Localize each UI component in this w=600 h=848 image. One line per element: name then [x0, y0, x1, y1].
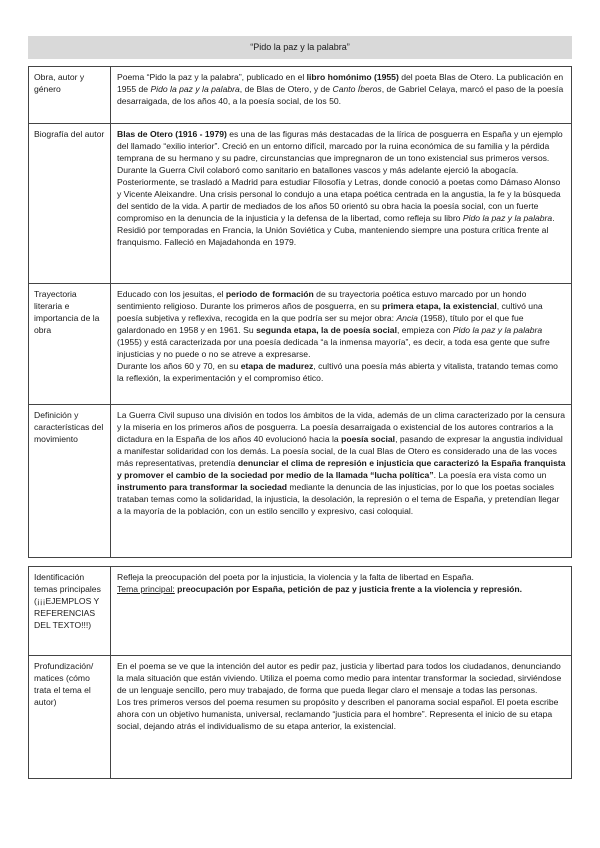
row-content-obra — [111, 67, 572, 124]
table-row — [29, 405, 572, 558]
paragraph: Durante los años 60 y 70, en su etapa de madurez, cultivó una poesía más abierta y vitalista, tratando temas como la reflexión, la experimentación y el compromiso ético. — [117, 361, 558, 383]
row-label-identificacion: Identificación temas principales (¡¡¡EJEMPLOS Y REFERENCIAS DEL TEXTO!!!) — [29, 567, 111, 656]
paragraph: Blas de Otero (1916 - 1979) es una de las figuras más destacadas de la lírica de posguerra en España y un ejemplo del llamado “exilio interior”. Creció en un entorno difícil, marcado por la ruina económica de su familia y la pérdida temprana de su hermano y su padre, circunstancias que impregnaron de un tono existencial sus primeros versos. Durante la Guerra Civil colaboró como sanitario en batallones vascos y más adelante ejerció la abogacía. Posteriormente, se trasladó a Madrid para estudiar Filosofía y Letras, donde conoció a poetas como Dámaso Alonso y Vicente Aleixandre. Una crisis personal lo condujo a una etapa poética centrada en la angustia, la fe y la búsqueda del sentido de la vida. A partir de mediados de los años 50 orientó su obra hacia la poesía social, con un fuerte compromiso en la denuncia de la injusticia y la defensa de la libertad, como refleja su libro Pido la paz y la palabra. Residió por temporadas en Francia, la Unión Soviética y Cuba, manteniendo siempre una postura crítica frente al franquismo. Falleció en Majadahonda en 1979. — [117, 129, 563, 247]
row-content-identificacion — [111, 567, 572, 656]
row-content-profundizacion — [111, 656, 572, 779]
analysis-table-lower — [28, 566, 572, 779]
analysis-table-upper — [28, 66, 572, 558]
row-content-trayectoria — [111, 284, 572, 405]
row-label-definicion: Definición y características del movimiento — [29, 405, 111, 558]
paragraph: Refleja la preocupación del poeta por la injusticia, la violencia y la falta de libertad en España. — [117, 572, 474, 582]
row-label-obra: Obra, autor y género — [29, 67, 111, 124]
paragraph: En el poema se ve que la intención del autor es pedir paz, justicia y libertad para todos los ciudadanos, denunciando la mala situación que están viviendo. Utiliza el poema como medio para intentar transformar la sociedad, sirviéndose de un lenguaje sencillo, pero muy trabajado, de forma que pueda llegar claro el mensaje a todas las personas. — [117, 661, 562, 695]
table-row — [29, 656, 572, 779]
document-title: “Pido la paz y la palabra” — [28, 36, 572, 59]
row-label-profundizacion: Profundización/ matices (cómo trata el tema el autor) — [29, 656, 111, 779]
row-label-biografia: Biografía del autor — [29, 124, 111, 284]
row-label-trayectoria: Trayectoria literaria e importancia de la obra — [29, 284, 111, 405]
table-row — [29, 284, 572, 405]
paragraph: Poema “Pido la paz y la palabra”, publicado en el libro homónimo (1955) del poeta Blas de Otero. La publicación en 1955 de Pido la paz y la palabra, de Blas de Otero, y de Canto Íberos, de Gabriel Celaya, marcó el paso de la poesía desarraigada, de los años 40, a la poesía social, de los 50. — [117, 72, 564, 106]
table-row — [29, 124, 572, 284]
paragraph: Los tres primeros versos del poema resumen su propósito y describen el panorama social español. El poeta escribe ahora con un objetivo humanista, universal, reclamando “justicia para el hombre”. Representa el inicio de su etapa social, dejando atrás el individualismo de su etapa anterior, la existencial. — [117, 697, 559, 731]
paragraph: Educado con los jesuitas, el periodo de formación de su trayectoria poética estuvo marcado por un hondo sentimiento religioso. Durante los primeros años de posguerra, en su primera etapa, la existencial, cultivó una poesía subjetiva y reflexiva, recogida en la que podría ser su mejor obra: Ancia (1958), título por el que fue galardonado en 1958 y en 1961. Su segunda etapa, la de poesía social, empieza con Pido la paz y la palabra (1955) y está caracterizada por una poesía dedicada “a la inmensa mayoría”, es decir, a toda esa gente que sufre injusticias y no puede o no se atreve a expresarse. — [117, 289, 550, 359]
row-content-definicion — [111, 405, 572, 558]
paragraph: La Guerra Civil supuso una división en todos los ámbitos de la vida, además de un clima caracterizado por la censura y la miseria en los primeros años de posguerra. La poesía desarraigada o existencial de los autores contrarios a la dictadura en la España de los años 40 evolucionó hacia la poesía social, pasando de expresar la angustia individual a manifestar solidaridad con los demás. La poesía social, de la cual Blas de Otero es considerado una de las voces más representativas, pretendía denunciar el clima de represión e injusticia que caracterizó la España franquista y promover el cambio de la sociedad por medio de la llamada “lucha política”. La poesía era vista como un instrumento para transformar la sociedad mediante la denuncia de las injusticias, por lo que los poetas sociales trataban temas como la solidaridad, la injusticia, la desolación, la represión o el tema de España, y pretendían llegar a la mayoría de la población, con un estilo sencillo y expresivo, casi coloquial. — [117, 410, 566, 516]
row-content-biografia — [111, 124, 572, 284]
table-row — [29, 567, 572, 656]
paragraph: Tema principal: preocupación por España, petición de paz y justicia frente a la violencia y represión. — [117, 584, 522, 594]
table-row — [29, 67, 572, 124]
